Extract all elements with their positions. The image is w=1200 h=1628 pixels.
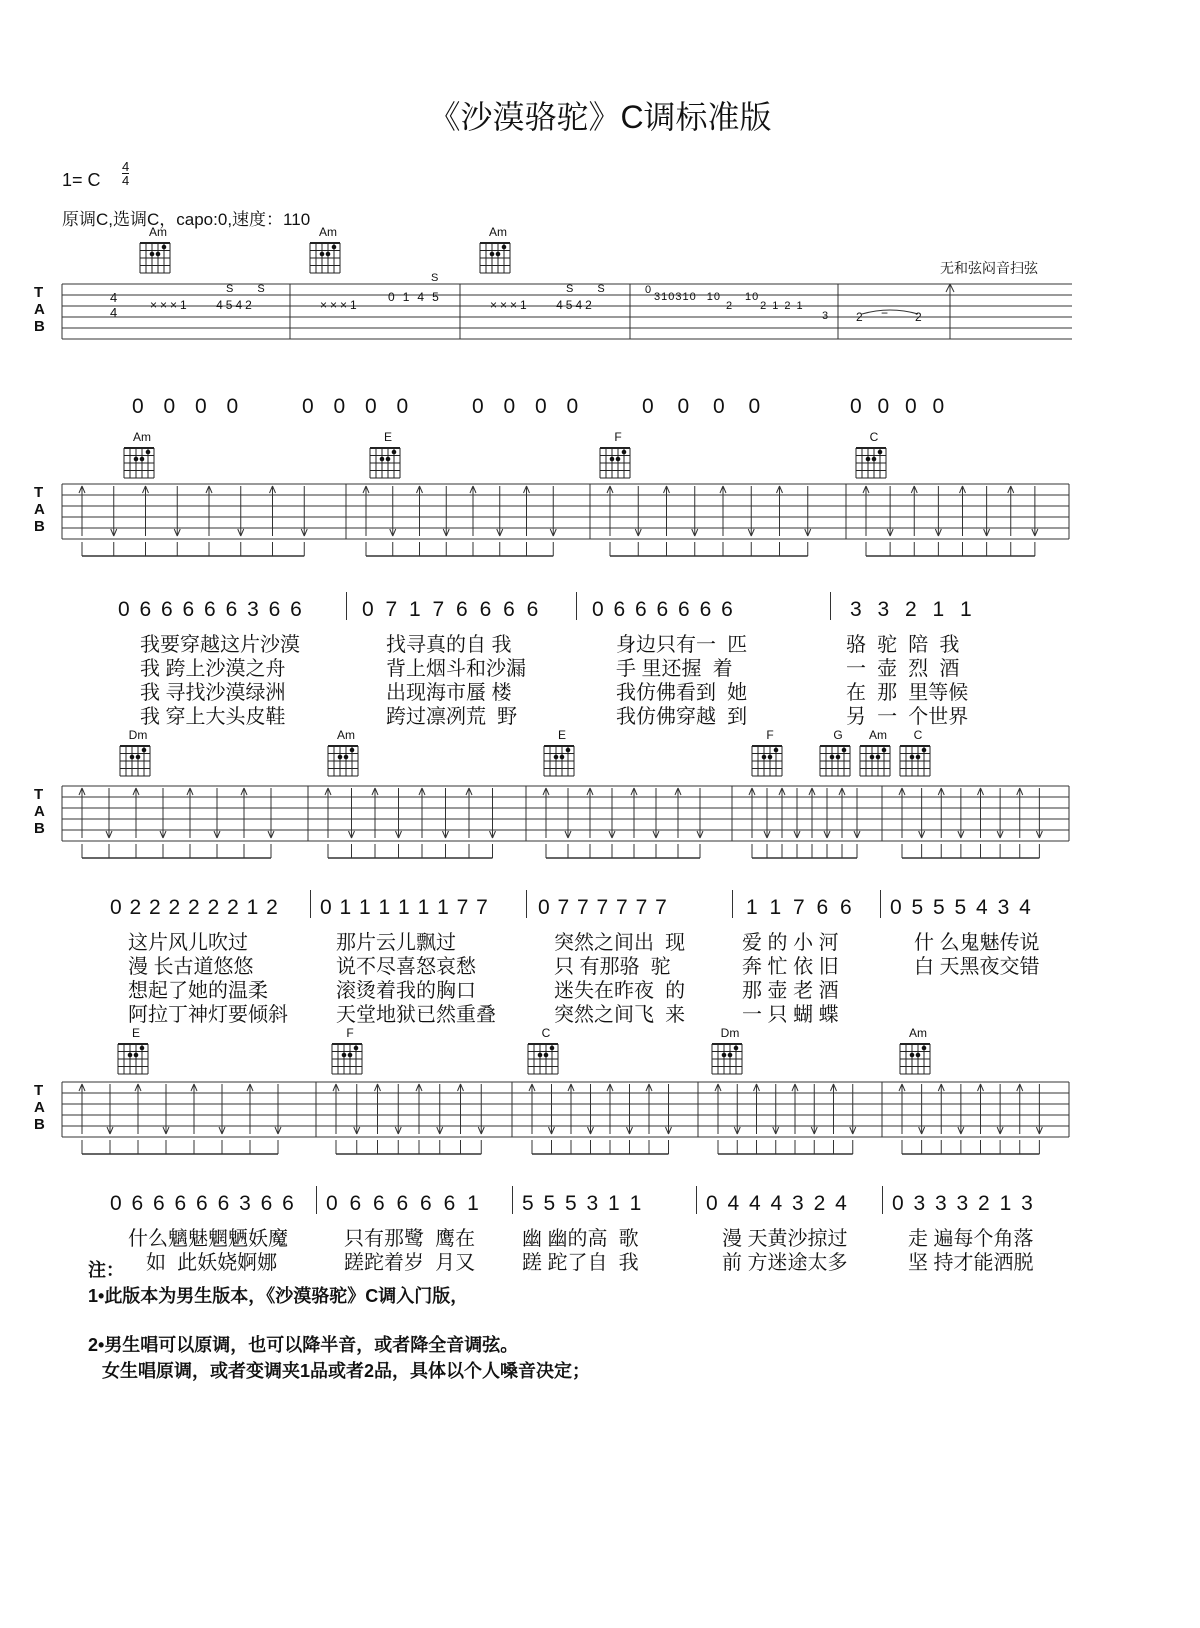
chord-diagram-am: Am: [896, 1026, 940, 1080]
chord-grid: [120, 444, 160, 484]
barline: [512, 1186, 513, 1214]
key-signature: 1= C: [62, 170, 101, 190]
tab-clef: T A B: [34, 284, 45, 335]
barline: [830, 592, 831, 620]
tab-m4-notes2: 2 2121: [726, 300, 809, 312]
note-line-1: 1•此版本为男生版本，《沙漠骆驼》C调入门版，: [88, 1286, 469, 1306]
lyric-line: 在 那 里等候: [846, 682, 969, 704]
chord-grid: [708, 1040, 748, 1080]
strum-staff: [62, 786, 1115, 866]
chord-diagram-e: E: [366, 430, 410, 484]
tab-m1-notes: ×××1 4542: [150, 298, 255, 312]
chord-diagram-am: Am: [306, 225, 350, 279]
chord-diagram-g: G: [816, 728, 860, 782]
jianpu-m4: 1 1 7 6 6: [746, 896, 852, 919]
lyric-line: 滚烫着我的胸口: [336, 980, 476, 1002]
barline: [526, 890, 527, 918]
lyric-line: 只 有那骆 驼: [554, 956, 671, 978]
jianpu-m1: 0 6 6 6 6 6 3 6 6: [118, 598, 302, 621]
tab-clef: T A B: [34, 484, 45, 535]
lyric-line: 我仿佛看到 她: [616, 682, 748, 704]
chord-grid: [856, 742, 896, 782]
jianpu-m5: 0 0 0 0: [850, 395, 945, 418]
lyric-line: 身边只有一 匹: [616, 634, 748, 656]
chord-grid: [896, 742, 936, 782]
tab-clef: T A B: [34, 1082, 45, 1133]
note-line-2: 2•男生唱可以原调，也可以降半音，或者降全音调弦。: [88, 1335, 519, 1355]
chord-diagram-am: Am: [120, 430, 164, 484]
chord-diagram-am: Am: [136, 225, 180, 279]
barline: [732, 890, 733, 918]
muted-strum-annotation: 无和弦闷音扫弦: [940, 260, 1038, 276]
tab-m4-start: 0: [645, 284, 652, 296]
lyric-line: 那 壶 老 酒: [742, 980, 839, 1002]
lyric-line: 一 只 蝴 蝶: [742, 1004, 839, 1026]
chord-diagram-f: F: [596, 430, 640, 484]
lyric-line: 这片风儿吹过: [128, 932, 248, 954]
notes-heading: 注：: [88, 1260, 124, 1280]
barline: [696, 1186, 697, 1214]
lyric-line: 蹉跎着岁 月又: [344, 1252, 476, 1274]
jianpu-m5: 0 5 5 5 4 3 4: [890, 896, 1031, 919]
lyric-line: 跨过凛冽荒 野: [386, 706, 518, 728]
lyric-line: 爱 的 小 河: [742, 932, 839, 954]
lyric-line: 奔 忙 依 旧: [742, 956, 839, 978]
jianpu-m4: 0 4 4 4 3 2 4: [706, 1192, 847, 1215]
jianpu-m2: 0 0 0 0: [302, 395, 409, 418]
lyric-line: 我 跨上沙漠之舟: [140, 658, 286, 680]
barline: [880, 890, 881, 918]
lyric-line: 只有那鹭 鹰在: [344, 1228, 476, 1250]
lyric-line: 幽 幽的高 歌: [522, 1228, 639, 1250]
note-line-3: 女生唱原调，或者变调夹1品或者2品，具体以个人嗓音决定；: [102, 1361, 591, 1381]
chord-grid: [896, 1040, 936, 1080]
chord-grid: [136, 239, 176, 279]
chord-grid: [816, 742, 856, 782]
chord-grid: [852, 444, 892, 484]
lyric-line: 突然之间飞 来: [554, 1004, 686, 1026]
chord-grid: [596, 444, 636, 484]
jianpu-m3: 0 6 6 6 6 6 6: [592, 598, 733, 621]
tab-m2-notes: ×××1: [320, 298, 360, 312]
chord-diagram-am: Am: [476, 225, 520, 279]
tab-m3-notes: ×××1 4542: [490, 298, 595, 312]
lyric-line: 我 穿上大头皮鞋: [140, 706, 286, 728]
chord-diagram-am: Am: [856, 728, 900, 782]
lyric-line: 白 天黑夜交错: [914, 956, 1040, 978]
chord-grid: [114, 1040, 154, 1080]
tab-m3-slides: SS: [566, 283, 629, 295]
time-sig-tab: 4 4: [110, 290, 118, 320]
chord-grid: [306, 239, 346, 279]
barline: [310, 890, 311, 918]
lyric-line: 一 壶 烈 酒: [846, 658, 960, 680]
lyric-line: 骆 驼 陪 我: [846, 634, 960, 656]
lyric-line: 漫 长古道悠悠: [128, 956, 254, 978]
jianpu-m3: 0 7 7 7 7 7 7: [538, 896, 667, 919]
lyric-line: 阿拉丁神灯要倾斜: [128, 1004, 288, 1026]
lyric-line: 迷失在昨夜 的: [554, 980, 686, 1002]
chord-grid: [324, 742, 364, 782]
tab-m2-slide: S: [431, 272, 439, 284]
jianpu-m5: 0 3 3 3 2 1 3: [892, 1192, 1033, 1215]
lyric-line: 我要穿越这片沙漠: [140, 634, 300, 656]
time-signature: 4 4: [122, 159, 130, 188]
strum-staff: [62, 1082, 1115, 1162]
chord-diagram-dm: Dm: [116, 728, 160, 782]
chord-grid: [116, 742, 156, 782]
chord-grid: [540, 742, 580, 782]
lyric-line: 什 么鬼魅传说: [914, 932, 1040, 954]
lyric-line: 想起了她的温柔: [128, 980, 268, 1002]
lyric-line: 我 寻找沙漠绿洲: [140, 682, 286, 704]
tab-m4-notes: 310310 10 10: [654, 291, 760, 303]
lyric-line: 说不尽喜怒哀愁: [336, 956, 476, 978]
lyric-line: 坚 持才能洒脱: [908, 1252, 1034, 1274]
tab-staff: [62, 484, 1115, 540]
barline: [576, 592, 577, 620]
strum-staff: [62, 484, 1115, 564]
tab-m5-note2: 2: [915, 310, 922, 324]
lyric-line: 蹉 跎了自 我: [522, 1252, 639, 1274]
tab-clef: T A B: [34, 786, 45, 837]
jianpu-m1: 0 2 2 2 2 2 2 1 2: [110, 896, 278, 919]
lyric-line: 突然之间出 现: [554, 932, 686, 954]
lyric-line: 那片云儿飘过: [336, 932, 456, 954]
lyric-line: 什么魑魅魍魉妖魔: [128, 1228, 288, 1250]
chord-grid: [328, 1040, 368, 1080]
tab-staff: [62, 1082, 1115, 1138]
chord-diagram-f: F: [748, 728, 792, 782]
chord-diagram-e: E: [540, 728, 584, 782]
jianpu-m3: 5 5 5 3 1 1: [522, 1192, 642, 1215]
lyric-line: 前 方迷途太多: [722, 1252, 848, 1274]
lyric-line: 找寻真的自 我: [386, 634, 512, 656]
original-key-info: 原调C,选调C，capo:0,速度：110: [62, 210, 311, 229]
barline: [316, 1186, 317, 1214]
chord-grid: [524, 1040, 564, 1080]
lyric-line: 背上烟斗和沙漏: [386, 658, 526, 680]
lyric-line: 手 里还握 着: [616, 658, 733, 680]
jianpu-m2: 0 7 1 7 6 6 6 6: [362, 598, 539, 621]
lyric-line: 漫 天黄沙掠过: [722, 1228, 848, 1250]
chord-diagram-c: C: [852, 430, 896, 484]
chord-diagram-am: Am: [324, 728, 368, 782]
chord-diagram-c: C: [524, 1026, 568, 1080]
jianpu-m3: 0 0 0 0: [472, 395, 579, 418]
tab-m1-slides: SS: [226, 283, 289, 295]
lyric-line: 如 此妖娆婀娜: [146, 1252, 278, 1274]
chord-grid: [476, 239, 516, 279]
jianpu-m1: 0 0 0 0: [132, 395, 239, 418]
jianpu-m4: 0 0 0 0: [642, 395, 761, 418]
lyric-line: 我仿佛穿越 到: [616, 706, 748, 728]
tab-m5-note: 2: [856, 310, 863, 324]
page-title: 《沙漠骆驼》C调标准版: [428, 99, 772, 135]
lyric-line: 出现海市蜃 楼: [386, 682, 512, 704]
chord-diagram-dm: Dm: [708, 1026, 752, 1080]
tab-m5-dash: −: [881, 306, 889, 320]
lyric-line: 另 一 个世界: [846, 706, 969, 728]
jianpu-m1: 0 6 6 6 6 6 3 6 6: [110, 1192, 294, 1215]
tab-staff: [62, 786, 1115, 842]
jianpu-m2: 0 6 6 6 6 6 1: [326, 1192, 479, 1215]
lyric-line: 走 遍每个角落: [908, 1228, 1034, 1250]
chord-grid: [366, 444, 406, 484]
jianpu-m4: 3 3 2 1 1: [850, 598, 972, 621]
tab-m4-end: 3: [822, 310, 829, 322]
barline: [882, 1186, 883, 1214]
chord-grid: [748, 742, 788, 782]
barline: [346, 592, 347, 620]
chord-diagram-f: F: [328, 1026, 372, 1080]
chord-diagram-c: C: [896, 728, 940, 782]
chord-diagram-e: E: [114, 1026, 158, 1080]
lyric-line: 天堂地狱已然重叠: [336, 1004, 496, 1026]
tab-m2-notes2: 0145: [388, 290, 447, 304]
jianpu-m2: 0 1 1 1 1 1 1 7 7: [320, 896, 488, 919]
